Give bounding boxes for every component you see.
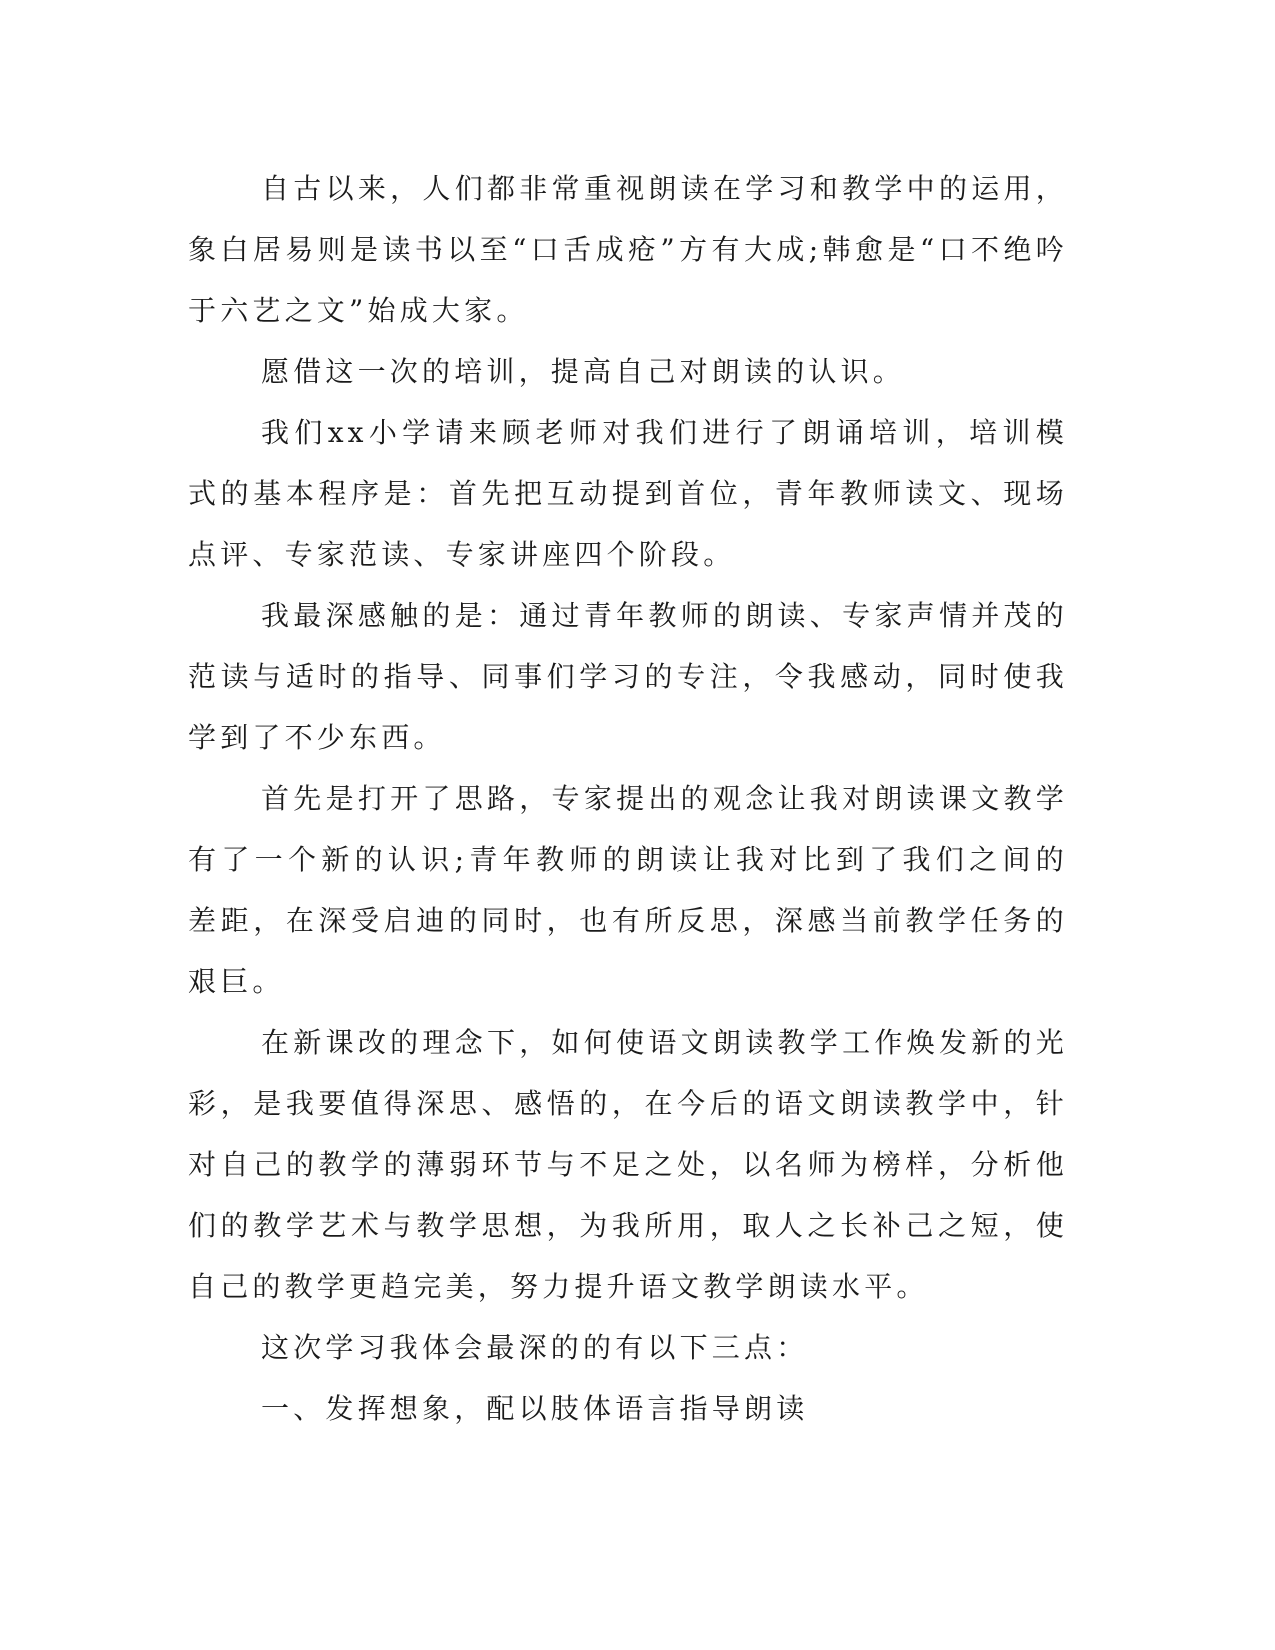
paragraph-3: 我们xx小学请来顾老师对我们进行了朗诵培训，培训模式的基本程序是：首先把互动提到首位，青年教师读文、现场点评、专家范读、专家讲座四个阶段。 [188,416,1068,571]
paragraph-5: 首先是打开了思路，专家提出的观念让我对朗读课文教学有了一个新的认识;青年教师的朗读让我对比到了我们之间的差距，在深受启迪的同时，也有所反思，深感当前教学任务的艰巨。 [188,782,1068,998]
paragraph-1: 自古以来，人们都非常重视朗读在学习和教学中的运用，象白居易则是读书以至“口舌成疮”方有大成;韩愈是“口不绝吟于六艺之文”始成大家。 [188,172,1068,327]
paragraph-4: 我最深感触的是：通过青年教师的朗读、专家声情并茂的范读与适时的指导、同事们学习的专注，令我感动，同时使我学到了不少东西。 [188,599,1068,754]
paragraph-8: 一、发挥想象，配以肢体语言指导朗读 [261,1392,809,1425]
paragraph-2: 愿借这一次的培训，提高自己对朗读的认识。 [261,355,906,388]
paragraph-6: 在新课改的理念下，如何使语文朗读教学工作焕发新的光彩，是我要值得深思、感悟的，在今后的语文朗读教学中，针对自己的教学的薄弱环节与不足之处，以名师为榜样，分析他们的教学艺术与教学思想，为我所用，取人之长补己之短，使自己的教学更趋完美，努力提升语文教学朗读水平。 [188,1026,1068,1303]
document-body [188,158,1068,1439]
paragraph-7: 这次学习我体会最深的的有以下三点： [261,1331,809,1364]
